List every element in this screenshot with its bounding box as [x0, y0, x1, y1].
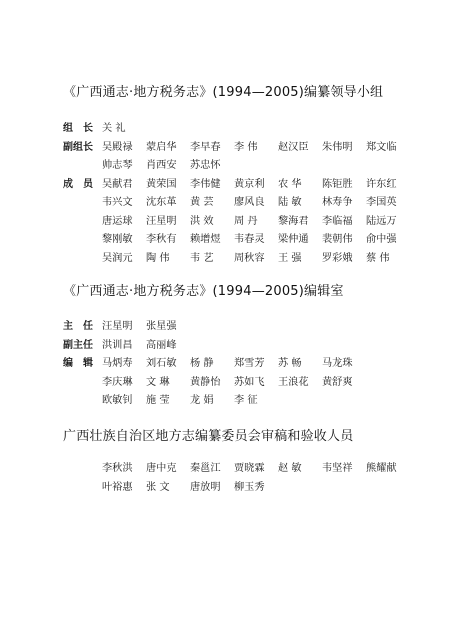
- member-row: [0, 177, 450, 193]
- member-name: 梁仲通: [278, 234, 309, 245]
- member-row: [0, 232, 450, 248]
- member-name: 郑雪芳: [234, 358, 265, 369]
- member-name: 蒙启华: [146, 141, 177, 153]
- member-name: 韦兴文: [102, 197, 133, 208]
- member-name: 黄荣国: [146, 178, 177, 190]
- member-row: [0, 338, 450, 354]
- member-name: 黄静怡: [190, 376, 221, 388]
- member-name: 汪星明: [146, 215, 177, 227]
- member-name: 吴润元: [102, 252, 133, 264]
- member-name: 吴献君: [102, 178, 133, 190]
- member-name: 罗彩娥: [322, 252, 353, 264]
- role-label: 组 长: [63, 123, 93, 134]
- member-name: 苏忠怀: [190, 160, 221, 171]
- member-name: 唐运球: [102, 215, 133, 227]
- member-name: 农 华: [278, 178, 302, 190]
- member-name: 洪 效: [190, 215, 214, 227]
- member-name: 赵汉臣: [278, 141, 309, 153]
- member-name: 陈钜胜: [322, 178, 353, 190]
- member-name: 贾晓霖: [234, 463, 265, 474]
- member-name: 黎海君: [278, 215, 309, 227]
- member-name: 廖风良: [234, 197, 265, 208]
- member-name: 周秋容: [234, 252, 265, 264]
- member-name: 郑文临: [366, 141, 397, 153]
- member-name: 李国英: [366, 197, 397, 208]
- member-row: [0, 480, 450, 496]
- member-name: 汪星明: [102, 321, 133, 332]
- section-title: 广西壮族自治区地方志编纂委员会审稿和验收人员: [63, 429, 354, 444]
- member-name: 韦坚祥: [322, 463, 353, 474]
- member-name: 龙 娟: [190, 395, 214, 406]
- member-name: 唐放明: [190, 481, 221, 493]
- member-name: 叶裕惠: [102, 481, 133, 493]
- member-name: 苏如飞: [234, 376, 265, 388]
- member-name: 施 莹: [146, 395, 170, 406]
- member-name: 王 强: [278, 252, 302, 264]
- member-name: 王浪花: [278, 376, 309, 388]
- role-label: 副组长: [63, 141, 93, 153]
- member-name: 许东红: [366, 178, 397, 190]
- role-label: 编 辑: [63, 358, 93, 369]
- member-name: 秦邕江: [190, 463, 221, 474]
- member-name: 陆远万: [366, 215, 397, 227]
- member-name: 李庆琳: [102, 376, 133, 388]
- member-name: 洪训昌: [102, 339, 133, 351]
- member-name: 吴殿禄: [102, 141, 133, 153]
- member-name: 熊耀献: [366, 463, 397, 474]
- member-name: 唐中克: [146, 463, 177, 474]
- member-name: 刘石敏: [146, 358, 177, 369]
- role-label: 副主任: [63, 339, 93, 351]
- member-row: [0, 319, 450, 335]
- member-row: [0, 356, 450, 372]
- member-name: 赵 敏: [278, 463, 302, 474]
- member-name: 欧敏钊: [102, 395, 133, 406]
- member-name: 俞中强: [366, 234, 397, 245]
- member-name: 黄京利: [234, 178, 265, 190]
- member-row: [0, 393, 450, 409]
- member-name: 马龙珠: [322, 358, 353, 369]
- member-name: 苏 畅: [278, 358, 302, 369]
- member-row: [0, 140, 450, 156]
- section-title: 《广西通志·地方税务志》(1994—2005)编纂领导小组: [63, 85, 384, 100]
- member-name: 林寿争: [322, 197, 353, 208]
- role-label: 成 员: [63, 178, 93, 190]
- member-name: 文 琳: [146, 376, 170, 388]
- member-name: 韦 艺: [190, 252, 214, 264]
- section-title: 《广西通志·地方税务志》(1994—2005)编辑室: [63, 284, 344, 299]
- member-name: 高丽峰: [146, 339, 177, 351]
- member-row: [0, 158, 450, 174]
- member-name: 黄舒爽: [322, 376, 353, 388]
- member-name: 李早春: [190, 141, 221, 153]
- member-name: 张星强: [146, 321, 177, 332]
- member-row: [0, 195, 450, 211]
- member-row: [0, 375, 450, 391]
- member-name: 黄 芸: [190, 197, 214, 208]
- member-name: 李临福: [322, 215, 353, 227]
- member-name: 帅志琴: [102, 160, 133, 171]
- member-name: 李伟健: [190, 178, 221, 190]
- member-name: 裴朝伟: [322, 234, 353, 245]
- member-row: [0, 214, 450, 230]
- role-label: 主 任: [63, 321, 93, 332]
- member-name: 周 丹: [234, 215, 258, 227]
- member-name: 赖增煜: [190, 234, 221, 245]
- member-name: 李 征: [234, 395, 258, 406]
- member-name: 韦春灵: [234, 234, 265, 245]
- member-row: [0, 251, 450, 267]
- member-name: 张 文: [146, 481, 170, 493]
- member-name: 李秋洪: [102, 463, 133, 474]
- member-name: 陶 伟: [146, 252, 170, 264]
- member-name: 朱伟明: [322, 141, 353, 153]
- member-name: 肖西安: [146, 160, 177, 171]
- member-name: 陆 敏: [278, 197, 302, 208]
- member-row: [0, 121, 450, 137]
- member-name: 马炳寿: [102, 358, 133, 369]
- member-name: 柳玉秀: [234, 481, 265, 493]
- member-name: 黎刚敏: [102, 234, 133, 245]
- member-row: [0, 461, 450, 477]
- member-name: 关 礼: [102, 123, 126, 134]
- member-name: 杨 静: [190, 358, 214, 369]
- member-name: 蔡 伟: [366, 252, 390, 264]
- member-name: 沈东革: [146, 197, 177, 208]
- member-name: 李秋有: [146, 234, 177, 245]
- member-name: 李 伟: [234, 141, 258, 153]
